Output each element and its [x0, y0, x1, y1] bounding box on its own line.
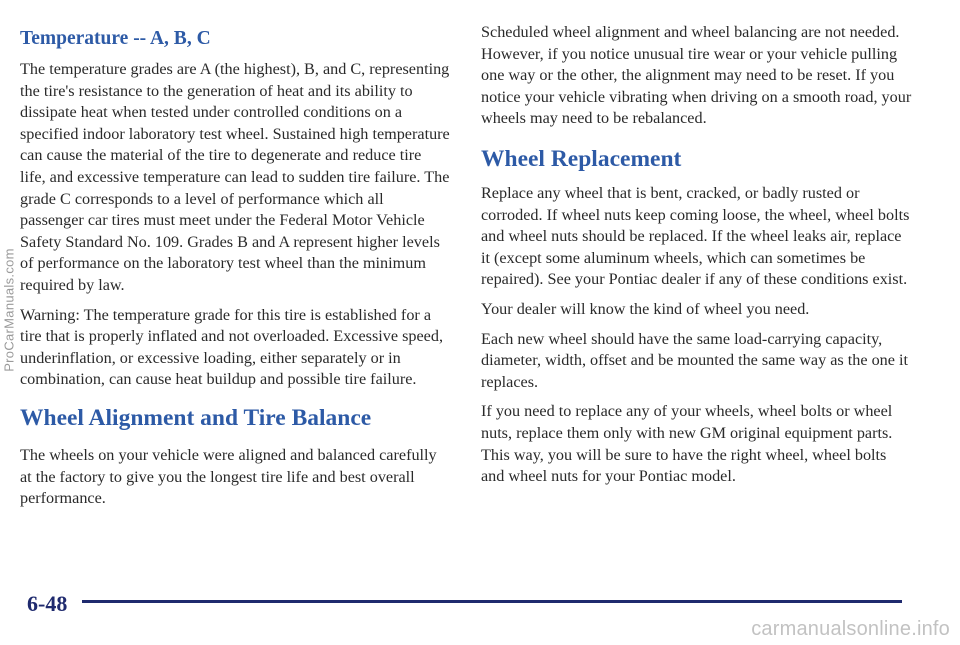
footer-divider	[82, 600, 902, 603]
alignment-heading: Wheel Alignment and Tire Balance	[20, 404, 372, 431]
left-column	[20, 22, 450, 518]
temperature-paragraph-1: The temperature grades are A (the highest), B, and C, representing the tire's resistance to the generation of heat and its ability to dissipate heat when tested under controlled conditions on a specified indoor laboratory test wheel. Sustained high temperature can cause the material of the tire to degenerate and reduce tire life, and excessive temperature can lead to sudden tire failure. The grade C corresponds to a level of performance which all passenger car tires must meet under the Federal Motor Vehicle Safety Standard No. 109. Grades B and A represent higher levels of performance on the laboratory test wheel than the minimum required by law.	[20, 60, 450, 294]
side-watermark	[0, 210, 18, 410]
alignment-paragraph-2: Scheduled wheel alignment and wheel balancing are not needed. However, if you notice unusual tire wear or your vehicle pulling one way or the other, the alignment may need to be reset. If you notice your vehicle vibrating when driving on a smooth road, your wheels may need to be rebalanced.	[481, 23, 912, 128]
page-number: 6-48	[27, 591, 68, 616]
replacement-paragraph-1: Replace any wheel that is bent, cracked, or badly rusted or corroded. If wheel nuts keep coming loose, the wheel, wheel bolts and wheel nuts should be replaced. If the wheel leaks air, replace it (except some aluminum wheels, which can sometimes be repaired). See your Pontiac dealer if any of these conditions exist.	[481, 183, 910, 289]
replacement-paragraph-3: Each new wheel should have the same load-carrying capacity, diameter, width, offset and be mounted the same way as the one it replaces.	[481, 329, 908, 391]
temperature-heading: Temperature -- A, B, C	[20, 28, 211, 49]
bottom-watermark: carmanualsonline.info	[751, 618, 950, 640]
replacement-paragraph-2: Your dealer will know the kind of wheel you need.	[481, 299, 810, 318]
alignment-paragraph-1: The wheels on your vehicle were aligned and balanced carefully at the factory to give you the longest tire life and best overall performance.	[20, 445, 437, 508]
temperature-warning-paragraph: Warning: The temperature grade for this tire is established for a tire that is properly inflated and not overloaded. Excessive speed, underinflation, or excessive loading, either separately or in combination, can cause heat buildup and possible tire failure.	[20, 305, 443, 389]
side-watermark-text: ProCarManuals.com	[1, 248, 17, 372]
replacement-heading: Wheel Replacement	[481, 145, 682, 172]
replacement-paragraph-4: If you need to replace any of your wheels, wheel bolts or wheel nuts, replace them only with new GM original equipment parts. This way, you will be sure to have the right wheel, wheel bolts and wheel nuts for your Pontiac model.	[481, 402, 893, 486]
right-column	[481, 22, 913, 496]
